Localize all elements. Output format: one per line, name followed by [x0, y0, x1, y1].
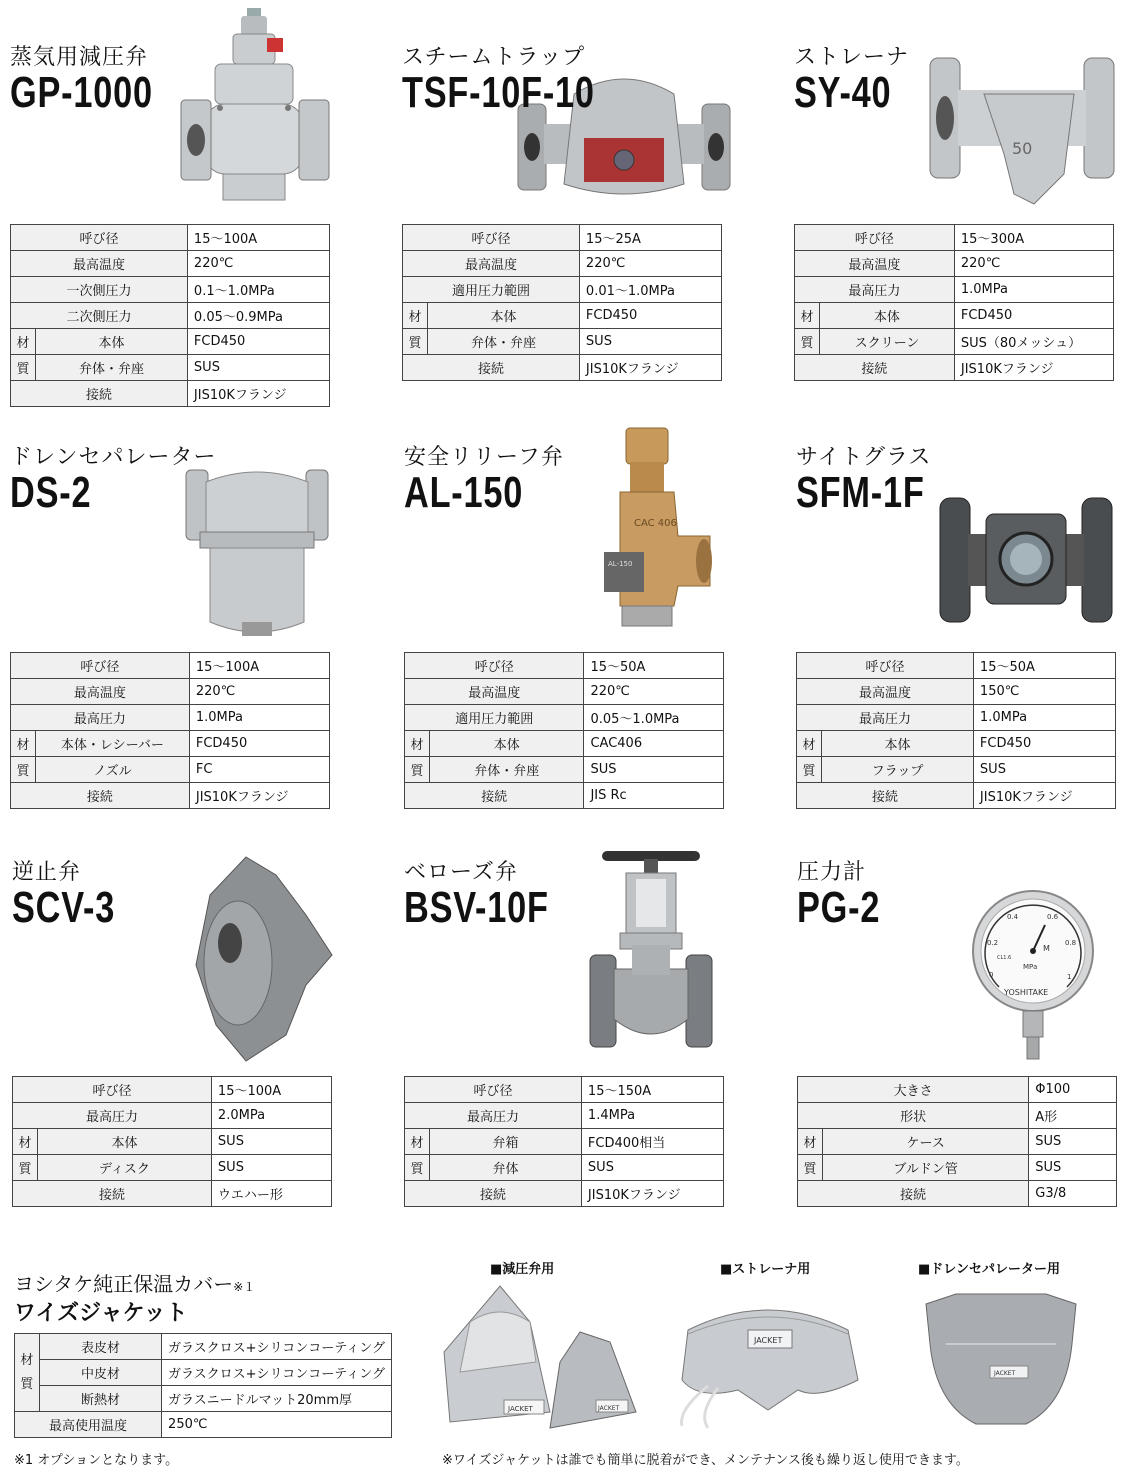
spec-label: 最高温度 [795, 251, 955, 277]
pressure-reducing-valve-image [175, 8, 335, 218]
spec-label: 接続 [11, 381, 188, 407]
spec-value: 1.0MPa [954, 277, 1113, 303]
spec-value: 15～50A [584, 653, 724, 679]
spec-label: 呼び径 [403, 225, 580, 251]
spec-table [797, 1076, 1117, 1207]
spec-value: JIS10Kフランジ [187, 381, 329, 407]
spec-value: 15～100A [187, 225, 329, 251]
spec-value: 150℃ [973, 679, 1115, 705]
product-category: スチームトラップ [402, 45, 586, 70]
material-label: 材 [11, 731, 36, 757]
jacket-reducing-valve-image [440, 1282, 640, 1432]
spec-label: スクリーン [820, 329, 955, 355]
gauge-tick-label: 0 [989, 971, 994, 979]
jacket-bottom-note: ※ワイズジャケットは誰でも簡単に脱着ができ、メンテナンス後も繰り返し使用できます。 [442, 1453, 969, 1468]
spec-value: JIS10Kフランジ [579, 355, 721, 381]
spec-label: 最高圧力 [795, 277, 955, 303]
product-model: GP-1000 [10, 68, 153, 117]
strainer-image [924, 54, 1120, 214]
jacket-label-strainer: ■ストレーナ用 [720, 1262, 811, 1277]
spec-label: 大きさ [798, 1077, 1029, 1103]
material-label-1: 材 [20, 1352, 34, 1368]
spec-label: 形状 [798, 1103, 1029, 1129]
material-label: 質 [405, 757, 430, 783]
material-label: 材 [11, 329, 36, 355]
material-label: 材 [405, 1129, 430, 1155]
spec-value: 0.05～1.0MPa [584, 705, 724, 731]
jacket-strainer-image [668, 1290, 868, 1430]
spec-value: Φ100 [1029, 1077, 1117, 1103]
material-label: 質 [11, 757, 36, 783]
material-label: 質 [798, 1155, 823, 1181]
jacket-tag: JACKET [994, 1370, 1016, 1377]
product-category: 安全リリーフ弁 [404, 445, 564, 470]
spec-value: 220℃ [579, 251, 721, 277]
spec-value: FC [189, 757, 329, 783]
material-label: 質 [405, 1155, 430, 1181]
jacket-title [14, 1268, 255, 1297]
product-model: AL-150 [404, 468, 524, 517]
spec-value: 2.0MPa [211, 1103, 331, 1129]
spec-label: ディスク [38, 1155, 212, 1181]
spec-label: 呼び径 [405, 1077, 582, 1103]
spec-table [796, 652, 1116, 809]
spec-label: 本体 [36, 329, 188, 355]
spec-label: 呼び径 [13, 1077, 212, 1103]
spec-value: 220℃ [584, 679, 724, 705]
jacket-tag: JACKET [508, 1405, 533, 1413]
spec-label: フラップ [822, 757, 974, 783]
jacket-title-note: ※１ [233, 1280, 256, 1294]
gauge-tick-label: 0.2 [987, 939, 999, 947]
product-category: 蒸気用減圧弁 [10, 45, 149, 70]
spec-value: SUS [579, 329, 721, 355]
spec-table [12, 1076, 332, 1207]
product-model: DS-2 [10, 468, 92, 517]
spec-value: JIS10Kフランジ [581, 1181, 723, 1207]
spec-label: 二次側圧力 [11, 303, 188, 329]
spec-value: 220℃ [187, 251, 329, 277]
spec-value: SUS [973, 757, 1115, 783]
product-model: SFM-1F [796, 468, 925, 517]
spec-value: 0.01～1.0MPa [579, 277, 721, 303]
spec-label: 接続 [795, 355, 955, 381]
product-model: PG-2 [797, 883, 881, 932]
spec-value: FCD450 [954, 303, 1113, 329]
product-model: SY-40 [794, 68, 892, 117]
spec-label: 呼び径 [405, 653, 584, 679]
jacket-title-text: ヨシタケ純正保温カバー [14, 1272, 234, 1296]
material-label: 材 [403, 303, 428, 329]
relief-nameplate: AL-150 [608, 560, 633, 568]
jacket-label-drain-separator: ■ドレンセパレーター用 [918, 1262, 1060, 1277]
spec-label: 適用圧力範囲 [403, 277, 580, 303]
product-model: BSV-10F [404, 883, 549, 932]
spec-label: 接続 [403, 355, 580, 381]
gauge-letter: M [1043, 944, 1050, 953]
spec-label: ブルドン管 [823, 1155, 1029, 1181]
spec-label: 接続 [405, 1181, 582, 1207]
spec-value: JIS10Kフランジ [954, 355, 1113, 381]
jacket-label-reducing-valve: ■減圧弁用 [490, 1262, 555, 1277]
spec-value: 0.1～1.0MPa [187, 277, 329, 303]
spec-label: 本体・レシーバー [36, 731, 190, 757]
spec-label: 最高温度 [11, 251, 188, 277]
spec-value: FCD450 [973, 731, 1115, 757]
spec-table [10, 652, 330, 809]
spec-value: 1.0MPa [973, 705, 1115, 731]
spec-label: 接続 [11, 783, 190, 809]
spec-value: ガラスクロス+シリコンコーティング [162, 1360, 392, 1386]
spec-label: 弁体・弁座 [428, 329, 580, 355]
spec-value: JIS10Kフランジ [973, 783, 1115, 809]
spec-value: ウエハー形 [211, 1181, 331, 1207]
product-category: 圧力計 [797, 860, 867, 885]
spec-value: 15～50A [973, 653, 1115, 679]
material-label: 質 [13, 1155, 38, 1181]
spec-label: 中皮材 [39, 1360, 161, 1386]
spec-value: 15～25A [579, 225, 721, 251]
gauge-brand: YOSHITAKE [1004, 988, 1049, 997]
material-label-2: 質 [20, 1376, 34, 1392]
material-label: 質 [11, 355, 36, 381]
spec-label: 本体 [430, 731, 584, 757]
spec-value: SUS [1029, 1129, 1117, 1155]
spec-label: 最高圧力 [13, 1103, 212, 1129]
jacket-tag: JACKET [754, 1336, 783, 1345]
product-category: サイトグラス [796, 445, 932, 470]
spec-table [404, 1076, 724, 1207]
spec-label: 最高圧力 [405, 1103, 582, 1129]
spec-label: 最高温度 [797, 679, 974, 705]
spec-value: SUS [584, 757, 724, 783]
gauge-class-label: CL1.6 [997, 955, 1012, 961]
spec-label: 弁箱 [430, 1129, 582, 1155]
material-label: 質 [797, 757, 822, 783]
spec-value: SUS [211, 1155, 331, 1181]
product-category: ベローズ弁 [404, 860, 518, 885]
gauge-tick-label: 1 [1067, 973, 1072, 981]
spec-label: 弁体・弁座 [430, 757, 584, 783]
spec-label: 最高使用温度 [15, 1412, 162, 1438]
spec-table [794, 224, 1114, 381]
spec-label: 弁体 [430, 1155, 582, 1181]
spec-value: 0.05～0.9MPa [187, 303, 329, 329]
spec-label: 呼び径 [795, 225, 955, 251]
spec-label: 表皮材 [39, 1334, 161, 1360]
spec-label: 呼び径 [797, 653, 974, 679]
spec-value: SUS [187, 355, 329, 381]
spec-value: FCD450 [579, 303, 721, 329]
gauge-tick-label: 0.4 [1007, 913, 1019, 921]
material-label: 材 [405, 731, 430, 757]
spec-label: 本体 [820, 303, 955, 329]
drain-separator-image [182, 462, 332, 642]
spec-value: SUS [211, 1129, 331, 1155]
spec-label: ノズル [36, 757, 190, 783]
spec-value: 15～150A [581, 1077, 723, 1103]
jacket-name: ワイズジャケット [14, 1301, 188, 1326]
spec-label: 呼び径 [11, 653, 190, 679]
spec-value: A形 [1029, 1103, 1117, 1129]
spec-value: JIS10Kフランジ [189, 783, 329, 809]
safety-relief-valve-image [600, 426, 720, 636]
material-label [15, 1334, 40, 1412]
relief-casting-mark: CAC 406 [634, 518, 677, 529]
spec-label: 適用圧力範囲 [405, 705, 584, 731]
spec-label: ケース [823, 1129, 1029, 1155]
spec-label: 本体 [428, 303, 580, 329]
spec-value: 220℃ [189, 679, 329, 705]
spec-label: 本体 [822, 731, 974, 757]
spec-label: 最高圧力 [797, 705, 974, 731]
spec-table [10, 224, 330, 407]
strainer-size-mark: 50 [1012, 139, 1033, 158]
product-model: TSF-10F-10 [402, 68, 595, 117]
spec-value: 15～100A [211, 1077, 331, 1103]
spec-value: 250℃ [162, 1412, 392, 1438]
spec-table [402, 224, 722, 381]
spec-label: 最高圧力 [11, 705, 190, 731]
gauge-tick-label: 0.8 [1065, 939, 1077, 947]
spec-label: 弁体・弁座 [36, 355, 188, 381]
spec-value: CAC406 [584, 731, 724, 757]
sight-glass-image [936, 490, 1116, 630]
material-label: 材 [795, 303, 820, 329]
spec-value: 1.4MPa [581, 1103, 723, 1129]
spec-label: 断熱材 [39, 1386, 161, 1412]
material-label: 質 [795, 329, 820, 355]
gauge-unit: MPa [1023, 963, 1038, 971]
spec-label: 最高温度 [11, 679, 190, 705]
product-category: ストレーナ [794, 45, 910, 70]
jacket-drain-separator-image [916, 1284, 1086, 1434]
product-category: 逆止弁 [12, 860, 82, 885]
spec-value: FCD450 [189, 731, 329, 757]
spec-value: SUS [1029, 1155, 1117, 1181]
spec-value: 220℃ [954, 251, 1113, 277]
product-model: SCV-3 [12, 883, 116, 932]
spec-value: SUS（80メッシュ） [954, 329, 1113, 355]
spec-label: 接続 [798, 1181, 1029, 1207]
spec-label: 接続 [797, 783, 974, 809]
material-label: 質 [403, 329, 428, 355]
spec-value: 15～300A [954, 225, 1113, 251]
product-category: ドレンセパレーター [10, 445, 217, 470]
spec-label: 本体 [38, 1129, 212, 1155]
gauge-tick-label: 0.6 [1047, 913, 1059, 921]
jacket-footnote: ※1 オプションとなります。 [14, 1453, 179, 1468]
spec-value: 1.0MPa [189, 705, 329, 731]
spec-value: FCD450 [187, 329, 329, 355]
jacket-tag: JACKET [598, 1405, 620, 1412]
spec-value: ガラスニードルマット20mm厚 [162, 1386, 392, 1412]
spec-label: 接続 [13, 1181, 212, 1207]
spec-label: 呼び径 [11, 225, 188, 251]
spec-value: FCD400相当 [581, 1129, 723, 1155]
spec-value: JIS Rc [584, 783, 724, 809]
spec-value: G3/8 [1029, 1181, 1117, 1207]
spec-label: 最高温度 [405, 679, 584, 705]
spec-label: 接続 [405, 783, 584, 809]
spec-value: SUS [581, 1155, 723, 1181]
spec-table [404, 652, 724, 809]
pressure-gauge-image [963, 889, 1103, 1063]
jacket-spec-table [14, 1333, 392, 1438]
check-valve-image [186, 855, 336, 1065]
spec-value: ガラスクロス+シリコンコーティング [162, 1334, 392, 1360]
material-label: 材 [797, 731, 822, 757]
material-label: 材 [13, 1129, 38, 1155]
bellows-valve-image [586, 849, 716, 1059]
spec-label: 一次側圧力 [11, 277, 188, 303]
material-label: 材 [798, 1129, 823, 1155]
spec-label: 最高温度 [403, 251, 580, 277]
spec-value: 15～100A [189, 653, 329, 679]
